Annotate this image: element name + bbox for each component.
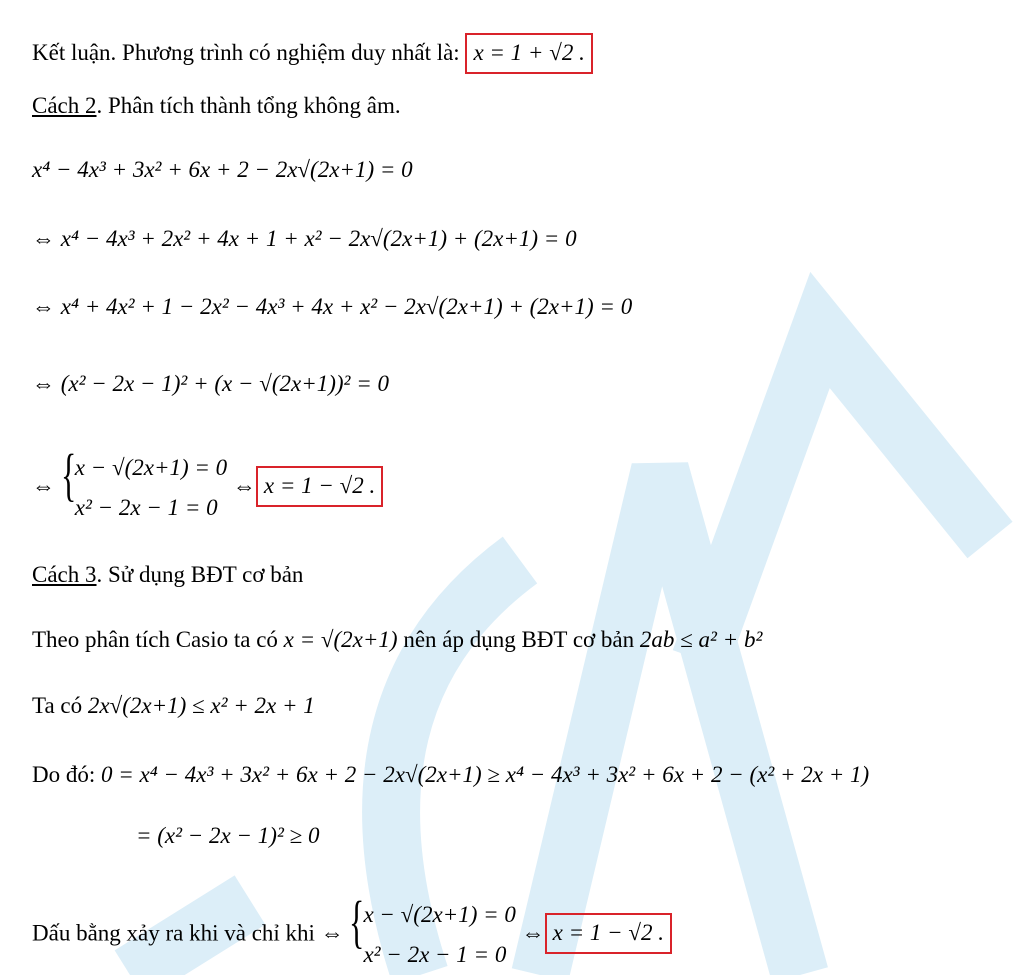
method2-eq-2: ⇔ x⁴ − 4x³ + 2x² + 4x + 1 + x² − 2x√(2x+1) + (2x+1) = 0: [32, 226, 577, 251]
system-eq-2: x² − 2x − 1 = 0: [74, 495, 218, 520]
brace-icon: {: [60, 442, 77, 507]
equation-system: [349, 889, 516, 975]
text: Ta có: [32, 693, 88, 718]
conclusion-text: Kết luận. Phương trình có nghiệm duy nhất là:: [32, 40, 466, 65]
system-eq-1: x − √(2x+1) = 0: [363, 902, 516, 927]
equiv-arrow: ⇔: [232, 473, 256, 499]
equiv-arrow: ⇔: [521, 920, 545, 946]
system-eq-2: x² − 2x − 1 = 0: [363, 942, 507, 967]
equation-system: [60, 442, 228, 528]
conclusion-line: [32, 33, 593, 74]
system-eq-1: x − √(2x+1) = 0: [74, 455, 228, 480]
method2-heading: [32, 94, 401, 117]
text: Dấu bằng xảy ra khi và chỉ khi: [32, 920, 321, 946]
method2-system-line: [32, 442, 383, 528]
method3-title: Cách 3: [32, 562, 97, 587]
method3-line-3: [32, 763, 869, 786]
method3-line-2: [32, 694, 315, 717]
method3-line-4: = (x² − 2x − 1)² ≥ 0: [136, 823, 320, 848]
answer-box-1: x = 1 + √2 .: [465, 33, 592, 74]
equiv-arrow: ⇔: [32, 473, 55, 499]
method2-eq-3: ⇔ x⁴ + 4x² + 1 − 2x² − 4x³ + 4x + x² − 2x√(2x+1) + (2x+1) = 0: [32, 294, 633, 319]
math: x = √(2x+1): [283, 627, 398, 652]
answer-box-3: x = 1 − √2 .: [545, 913, 672, 954]
text: nên áp dụng BĐT cơ bản: [397, 627, 640, 652]
equiv-arrow: ⇔: [320, 920, 344, 946]
method3-subtitle: . Sử dụng BĐT cơ bản: [96, 562, 304, 587]
method2-eq-1: x⁴ − 4x³ + 3x² + 6x + 2 − 2x√(2x+1) = 0: [32, 157, 413, 182]
method2-title: Cách 2: [32, 93, 97, 118]
brace-icon: {: [349, 889, 365, 954]
method2-subtitle: . Phân tích thành tổng không âm.: [96, 93, 401, 118]
text: Do đó:: [32, 762, 101, 787]
method3-line-1: [32, 628, 762, 651]
math: 2x√(2x+1) ≤ x² + 2x + 1: [87, 693, 315, 718]
text: Theo phân tích Casio ta có: [32, 627, 284, 652]
method2-eq-4: ⇔ (x² − 2x − 1)² + (x − √(2x+1))² = 0: [32, 371, 389, 396]
math: 0 = x⁴ − 4x³ + 3x² + 6x + 2 − 2x√(2x+1) ≥ x⁴ − 4x³ + 3x² + 6x + 2 − (x² + 2x + 1): [101, 762, 870, 787]
method3-system-line: [32, 889, 672, 975]
answer-box-2: x = 1 − √2 .: [256, 466, 383, 507]
method3-heading: [32, 563, 303, 586]
math: 2ab ≤ a² + b²: [639, 627, 763, 652]
